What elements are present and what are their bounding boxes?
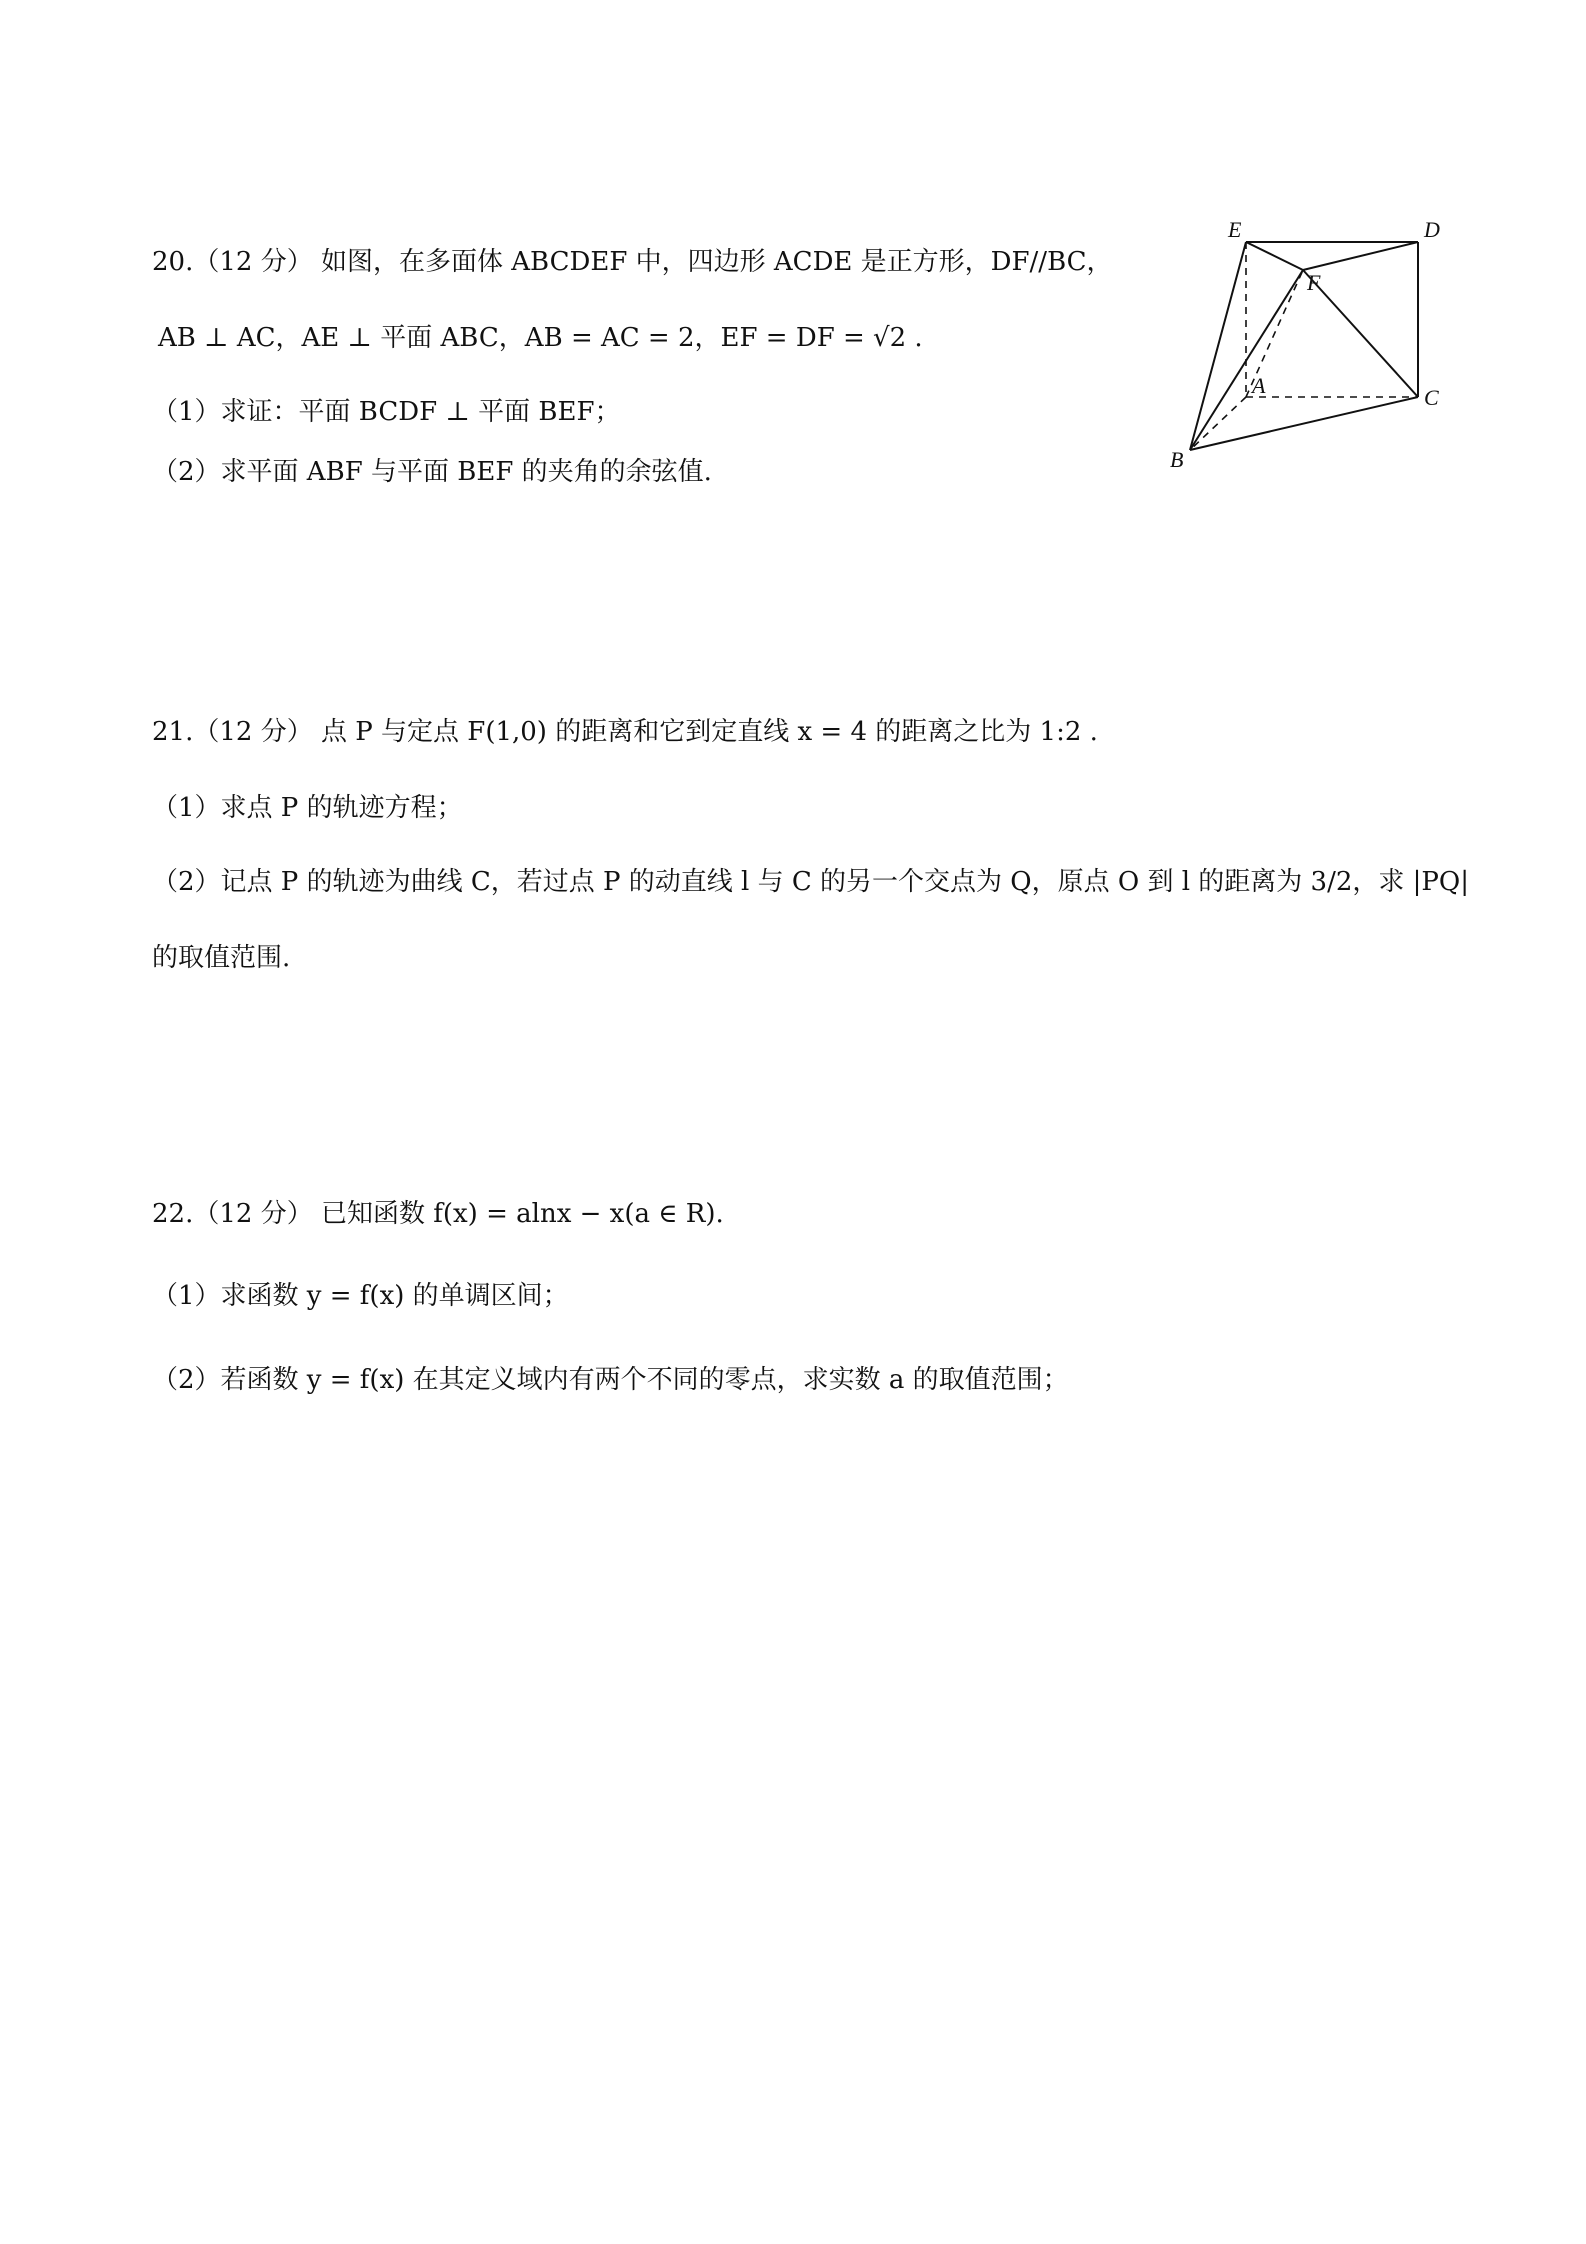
label-F: F xyxy=(1307,270,1321,295)
edge-EF xyxy=(1246,242,1303,270)
edge-EB xyxy=(1190,242,1246,450)
problem-21-part-2-cont: 的取值范围. xyxy=(152,943,291,973)
problem-22-score: （12 分） xyxy=(193,1199,313,1229)
edge-FD xyxy=(1303,242,1418,270)
problem-21-part-2: （2）记点 P 的轨迹为曲线 C，若过点 P 的动直线 l 与 C 的另一个交点为 Q，原点 O 到 l 的距离为 3/2，求 |PQ| xyxy=(152,867,1469,897)
problem-20-stem-line1-text: 如图，在多面体 ABCDEF 中，四边形 ACDE 是正方形，DF//BC， xyxy=(320,247,1113,277)
problem-22-part-2: （2）若函数 y = f(x) 在其定义域内有两个不同的零点，求实数 a 的取值范围； xyxy=(152,1365,1069,1395)
label-A: A xyxy=(1252,373,1266,398)
problem-22-stem xyxy=(152,1194,724,1234)
label-E: E xyxy=(1228,217,1242,242)
problem-21-stem xyxy=(152,712,1098,752)
label-C: C xyxy=(1424,385,1439,410)
edge-BC xyxy=(1190,397,1418,450)
problem-21-part-1: （1）求点 P 的轨迹方程； xyxy=(152,793,463,823)
problem-20-stem-line2 xyxy=(158,318,923,358)
problem-22-number: 22. xyxy=(152,1199,194,1229)
problem-22-part-1: （1）求函数 y = f(x) 的单调区间； xyxy=(152,1281,569,1311)
polyhedron-figure xyxy=(1150,215,1450,475)
problem-20-part-1: （1）求证：平面 BCDF ⊥ 平面 BEF； xyxy=(152,397,621,427)
problem-20-score: （12 分） xyxy=(193,247,313,277)
problem-20-part-2: （2）求平面 ABF 与平面 BEF 的夹角的余弦值. xyxy=(152,457,712,487)
label-D: D xyxy=(1424,217,1440,242)
problem-21-number: 21. xyxy=(152,717,194,747)
problem-20-stem-line1 xyxy=(152,242,1113,282)
problem-21-score: （12 分） xyxy=(193,717,313,747)
problem-21-stem-text: 点 P 与定点 F(1,0) 的距离和它到定直线 x = 4 的距离之比为 1:2 . xyxy=(320,717,1098,747)
problem-20-number: 20. xyxy=(152,247,194,277)
label-B: B xyxy=(1170,447,1184,472)
problem-22-stem-text: 已知函数 f(x) = alnx − x(a ∈ R). xyxy=(320,1199,724,1229)
problem-20-stem-line2-text: AB ⊥ AC，AE ⊥ 平面 ABC，AB = AC = 2，EF = DF = √2 . xyxy=(158,323,923,353)
